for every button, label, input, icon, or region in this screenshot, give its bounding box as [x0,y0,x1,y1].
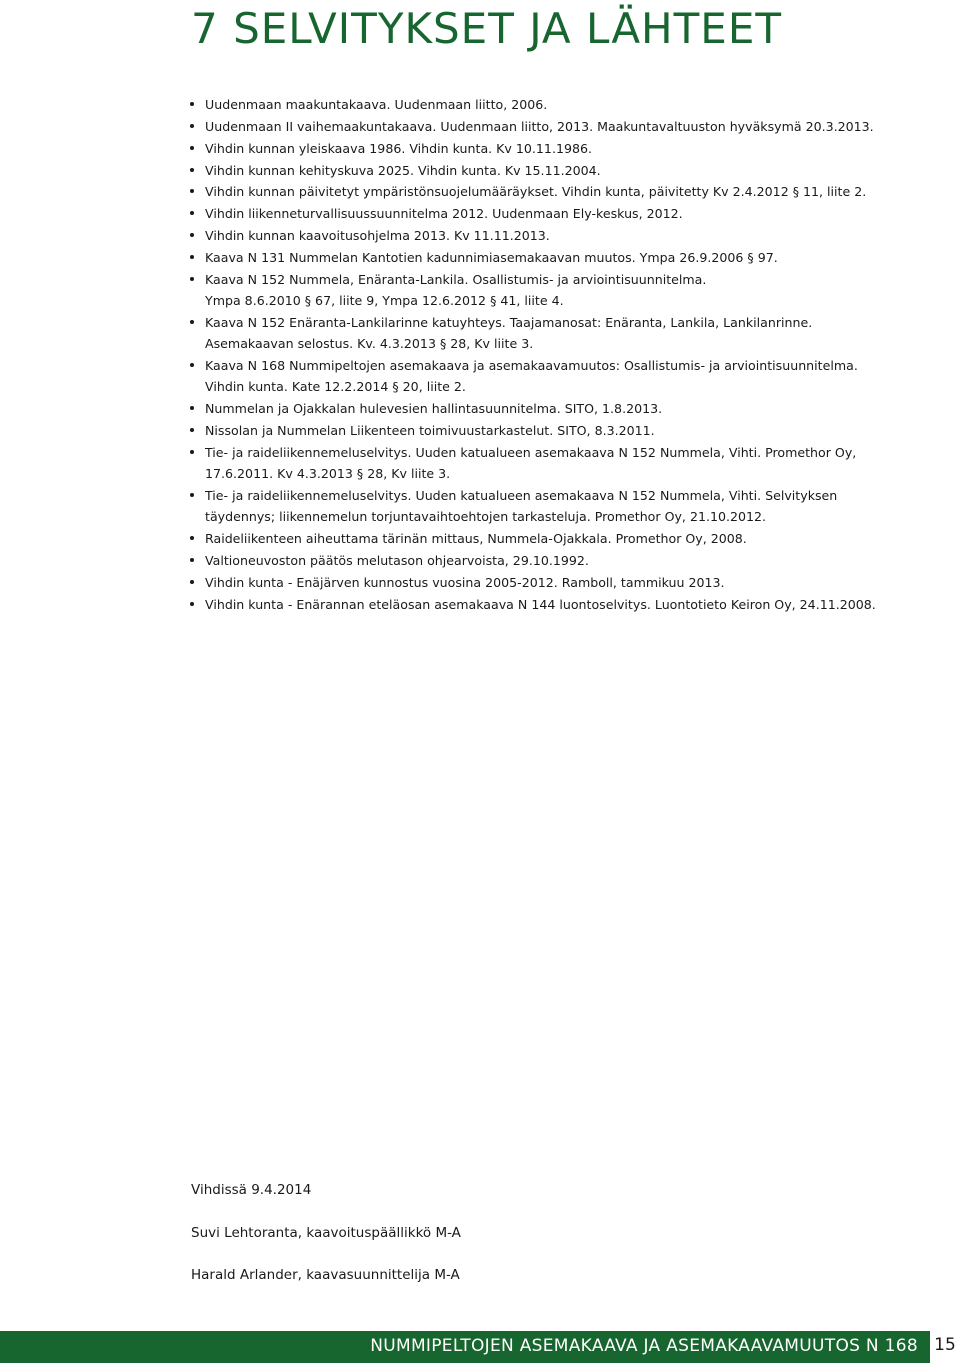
reference-text-line: täydennys; liikennemelun torjuntavaihtoehtojen tarkasteluja. Promethor Oy, 21.10.2012. [205,509,767,525]
bullet-icon [190,255,194,259]
reference-item [186,550,926,571]
reference-text-line: Uudenmaan II vaihemaakuntakaava. Uudenmaan liitto, 2013. Maakuntavaltuuston hyväksymä 20.3.2013. [205,118,874,134]
reference-item [186,312,926,355]
reference-item [186,94,926,115]
reference-text-line: Kaava N 152 Nummela, Enäranta-Lankila. Osallistumis- ja arviointisuunnitelma. [205,271,707,287]
reference-item [186,420,926,441]
bullet-icon [190,602,194,606]
bullet-icon [190,406,194,410]
reference-item [186,225,926,246]
page-number: 15 [934,1335,956,1355]
bullet-icon [190,536,194,540]
bullet-icon [190,277,194,281]
reference-text-line: Asemakaavan selostus. Kv. 4.3.2013 § 28, Kv liite 3. [205,336,534,352]
reference-text-line: Kaava N 131 Nummelan Kantotien kadunnimiasemakaavan muutos. Ympa 26.9.2006 § 97. [205,249,778,265]
bullet-icon [190,168,194,172]
reference-item [186,572,926,593]
reference-item [186,528,926,549]
reference-item [186,269,926,312]
reference-text-line: Vihdin liikenneturvallisuussuunnitelma 2012. Uudenmaan Ely-keskus, 2012. [205,206,683,222]
signature-place-date: Vihdissä 9.4.2014 [191,1182,312,1198]
reference-text-line: Valtioneuvoston päätös melutason ohjearvoista, 29.10.1992. [205,552,589,568]
reference-text-line: Vihdin kunta - Enärannan eteläosan asemakaava N 144 luontoselvitys. Luontotieto Keiron Oy, 24.11.2008. [205,596,876,612]
reference-item [186,138,926,159]
signature-signer-2: Harald Arlander, kaavasuunnittelija M-A [191,1267,460,1283]
reference-text-line: Raideliikenteen aiheuttama tärinän mittaus, Nummela-Ojakkala. Promethor Oy, 2008. [205,531,747,547]
reference-item [186,355,926,398]
bullet-icon [190,428,194,432]
reference-item [186,247,926,268]
reference-item [186,181,926,202]
reference-text-line: Nissolan ja Nummelan Liikenteen toimivuustarkastelut. SITO, 8.3.2011. [205,423,655,439]
reference-text-line: Tie- ja raideliikennemeluselvitys. Uuden katualueen asemakaava N 152 Nummela, Vihti. Selvityksen [205,488,838,503]
footer-document-title: NUMMIPELTOJEN ASEMAKAAVA JA ASEMAKAAVAMUUTOS N 168 [370,1336,918,1356]
reference-text-line: Uudenmaan maakuntakaava. Uudenmaan liitto, 2006. [205,97,548,112]
bullet-icon [190,363,194,367]
bullet-icon [190,580,194,584]
bullet-icon [190,233,194,237]
bullet-icon [190,450,194,454]
reference-item [186,442,926,485]
bullet-icon [190,124,194,128]
signature-signer-1: Suvi Lehtoranta, kaavoituspäällikkö M-A [191,1225,461,1241]
reference-text-line: Nummelan ja Ojakkalan hulevesien hallintasuunnitelma. SITO, 1.8.2013. [205,401,663,417]
reference-text-line: Kaava N 168 Nummipeltojen asemakaava ja asemakaavamuutos: Osallistumis- ja arviointisuunnitelma. [205,358,858,374]
reference-item [186,160,926,181]
bullet-icon [190,211,194,215]
reference-item [186,485,926,528]
page-title: 7 SELVITYKSET JA LÄHTEET [191,4,783,53]
reference-text-line: Vihdin kunta. Kate 12.2.2014 § 20, liite 2. [205,379,466,395]
bullet-icon [190,102,194,106]
bullet-icon [190,320,194,324]
footer-bar [0,1331,930,1363]
reference-text-line: Vihdin kunnan päivitetyt ympäristönsuojelumääräykset. Vihdin kunta, päivitetty Kv 2.4.2012 § 11, liite 2. [205,184,867,200]
reference-text-line: Vihdin kunta - Enäjärven kunnostus vuosina 2005-2012. Ramboll, tammikuu 2013. [205,574,725,590]
reference-list [186,94,926,616]
reference-text-line: 17.6.2011. Kv 4.3.2013 § 28, Kv liite 3. [205,466,451,482]
reference-item [186,594,926,615]
reference-text-line: Vihdin kunnan kehityskuva 2025. Vihdin kunta. Kv 15.11.2004. [205,162,601,178]
bullet-icon [190,493,194,497]
reference-item [186,398,926,419]
reference-item [186,116,926,137]
bullet-icon [190,189,194,193]
reference-text-line: Vihdin kunnan kaavoitusohjelma 2013. Kv 11.11.2013. [205,228,550,244]
bullet-icon [190,558,194,562]
reference-item [186,203,926,224]
reference-text-line: Kaava N 152 Enäranta-Lankilarinne katuyhteys. Taajamanosat: Enäranta, Lankila, Lankilanrinne. [205,314,813,330]
reference-text-line: Ympa 8.6.2010 § 67, liite 9, Ympa 12.6.2012 § 41, liite 4. [205,293,564,309]
reference-text-line: Tie- ja raideliikennemeluselvitys. Uuden katualueen asemakaava N 152 Nummela, Vihti. Promethor Oy, [205,444,857,460]
bullet-icon [190,146,194,150]
reference-text-line: Vihdin kunnan yleiskaava 1986. Vihdin kunta. Kv 10.11.1986. [205,140,592,156]
